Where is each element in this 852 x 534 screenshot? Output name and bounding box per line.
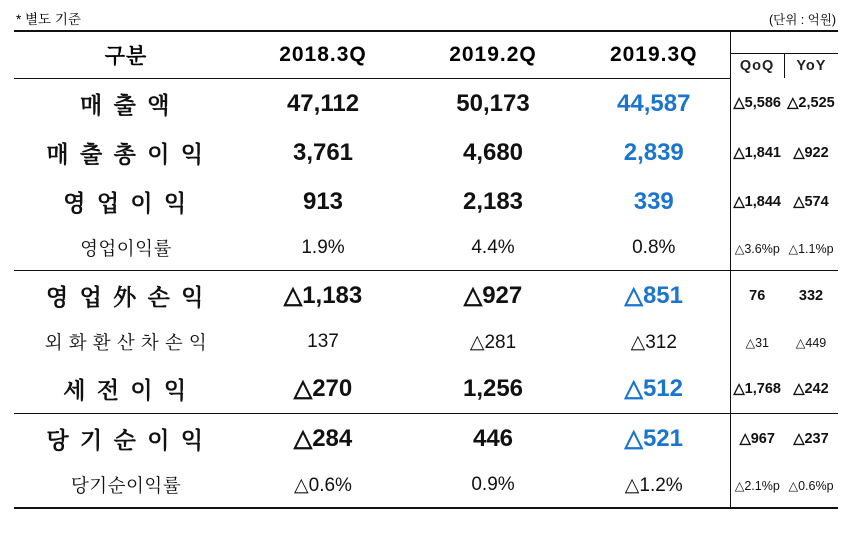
table-row bbox=[14, 128, 838, 177]
cell-net-income-p1: △284 bbox=[293, 425, 353, 452]
note-row bbox=[14, 0, 838, 30]
cell-net-income-p3: △521 bbox=[624, 425, 683, 452]
cell-net-margin-yoy: △0.6%p bbox=[784, 463, 838, 508]
cell-gross-profit-p1: 3,761 bbox=[292, 138, 354, 166]
header-period-1: 2018.3Q bbox=[238, 31, 408, 79]
cell-net-income-qoq: △967 bbox=[730, 414, 784, 464]
header-delta-subtable bbox=[731, 54, 839, 78]
cell-operating-profit-p2: 2,183 bbox=[462, 187, 524, 215]
cell-gross-profit-p3: 2,839 bbox=[623, 138, 684, 166]
table-row bbox=[14, 414, 838, 464]
cell-gross-profit-yoy: △922 bbox=[793, 144, 829, 161]
cell-fx-translation-p2: △281 bbox=[469, 331, 517, 353]
cell-operating-margin-qoq: △3.6%p bbox=[730, 226, 784, 271]
cell-non-operating-p3: △851 bbox=[624, 282, 683, 309]
cell-fx-translation-qoq: △31 bbox=[730, 320, 784, 364]
cell-pretax-profit-p2: 1,256 bbox=[408, 364, 578, 414]
header-qoq: QoQ bbox=[739, 58, 775, 75]
cell-operating-profit-qoq: △1,844 bbox=[730, 177, 784, 226]
cell-net-income-p2: 446 bbox=[472, 424, 514, 452]
header-period-2: 2019.2Q bbox=[408, 31, 578, 79]
cell-pretax-profit-p3: △512 bbox=[578, 364, 730, 414]
unit-note: (단위 : 억원) bbox=[768, 13, 836, 27]
row-label-pretax-profit: 세 전 이 익 bbox=[14, 364, 238, 414]
table-row bbox=[14, 364, 838, 414]
cell-pretax-profit-qoq: △1,768 bbox=[730, 364, 784, 414]
cell-pretax-profit-p1: △270 bbox=[238, 364, 408, 414]
header-yoy: YoY bbox=[784, 54, 838, 78]
financial-table bbox=[14, 30, 838, 509]
cell-revenue-yoy: △2,525 bbox=[787, 95, 835, 112]
cell-fx-translation-yoy: △449 bbox=[795, 335, 827, 350]
header-period-3: 2019.3Q bbox=[578, 31, 730, 79]
cell-fx-translation-p3: △312 bbox=[630, 331, 677, 353]
cell-net-margin-p2: 0.9% bbox=[408, 463, 578, 508]
table-row bbox=[14, 320, 838, 364]
row-label-operating-profit: 영 업 이 익 bbox=[63, 190, 189, 216]
row-label-fx-translation: 외 화 환 산 차 손 익 bbox=[44, 332, 208, 353]
cell-operating-profit-yoy: △574 bbox=[793, 193, 829, 210]
table-header-row bbox=[14, 31, 838, 79]
cell-operating-profit-p1: 913 bbox=[302, 187, 344, 215]
table-row bbox=[14, 226, 838, 271]
cell-net-margin-p3: △1.2% bbox=[578, 463, 730, 508]
cell-net-margin-p1: △0.6% bbox=[238, 463, 408, 508]
table-row bbox=[14, 177, 838, 226]
row-label-gross-profit: 매 출 총 이 익 bbox=[46, 141, 206, 167]
cell-revenue-qoq: △5,586 bbox=[730, 79, 784, 129]
cell-net-margin-qoq: △2.1%p bbox=[730, 463, 784, 508]
cell-non-operating-p2: △927 bbox=[463, 282, 523, 309]
table-row bbox=[14, 79, 838, 129]
cell-operating-margin-p1: 1.9% bbox=[238, 226, 408, 271]
row-label-operating-margin: 영업이익률 bbox=[14, 226, 238, 271]
row-label-net-income: 당 기 순 이 익 bbox=[46, 427, 206, 453]
header-delta-spacer bbox=[731, 32, 839, 54]
header-label: 구분 bbox=[14, 31, 238, 79]
table-row bbox=[14, 463, 838, 508]
cell-revenue-p1: 47,112 bbox=[286, 89, 360, 117]
cell-revenue-p3: 44,587 bbox=[617, 89, 691, 117]
cell-operating-margin-p3: 0.8% bbox=[578, 226, 730, 271]
cell-pretax-profit-yoy: △242 bbox=[784, 364, 838, 414]
cell-revenue-p2: 50,173 bbox=[456, 89, 530, 117]
cell-net-income-yoy: △237 bbox=[793, 430, 829, 447]
table-body bbox=[14, 79, 838, 509]
cell-non-operating-yoy: 332 bbox=[798, 287, 824, 304]
table-row bbox=[14, 271, 838, 321]
cell-operating-profit-p3: 339 bbox=[633, 187, 674, 215]
cell-gross-profit-qoq: △1,841 bbox=[730, 128, 784, 177]
cell-fx-translation-p1: 137 bbox=[307, 331, 339, 352]
row-label-revenue: 매 출 액 bbox=[80, 92, 172, 118]
cell-non-operating-qoq: 76 bbox=[730, 271, 784, 321]
cell-non-operating-p1: △1,183 bbox=[283, 282, 363, 309]
cell-gross-profit-p2: 4,680 bbox=[462, 138, 524, 166]
cell-operating-margin-yoy: △1.1%p bbox=[784, 226, 838, 271]
row-label-non-operating: 영 업 外 손 익 bbox=[46, 284, 206, 310]
cell-operating-margin-p2: 4.4% bbox=[408, 226, 578, 271]
row-label-net-margin: 당기순이익률 bbox=[14, 463, 238, 508]
header-delta-group bbox=[730, 31, 838, 79]
basis-note: * 별도 기준 bbox=[16, 12, 81, 27]
